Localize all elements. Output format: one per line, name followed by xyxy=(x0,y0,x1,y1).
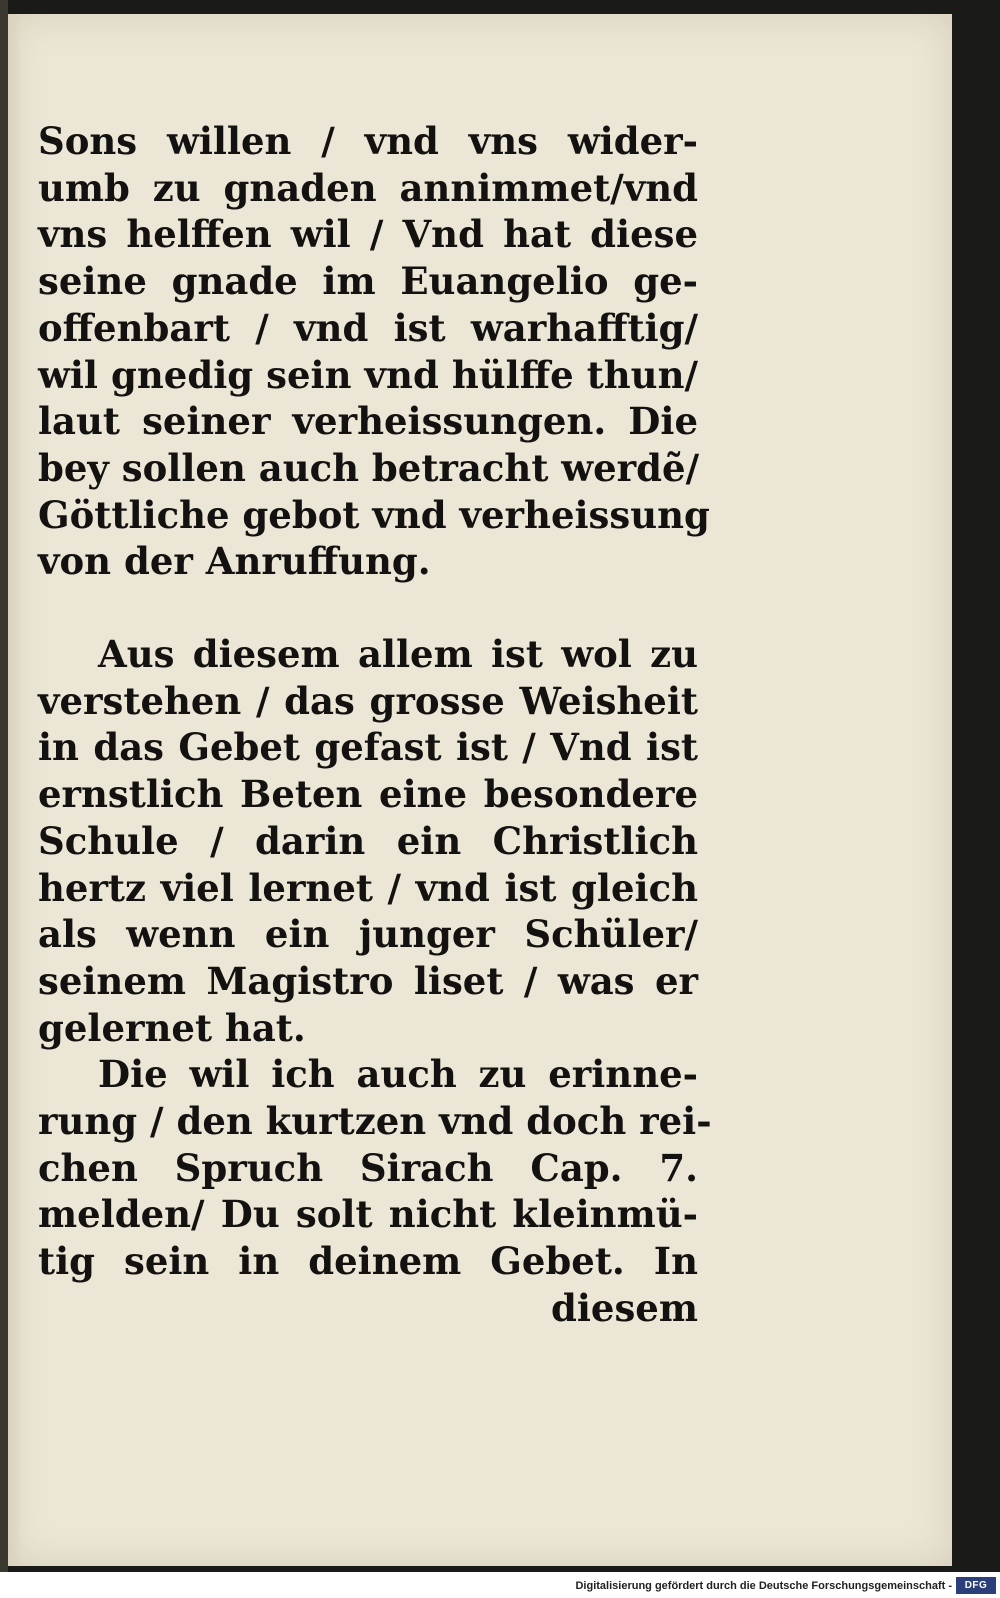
digitization-credit: Digitalisierung gefördert durch die Deutsche Forschungsgemeinschaft - xyxy=(575,1580,952,1592)
text-line: rung / den kurtzen vnd doch rei- xyxy=(38,1099,712,1144)
page-edge-shadow xyxy=(8,14,22,1566)
text-line: seine gnade im Euangelio ge- xyxy=(38,259,698,304)
text-line: Göttliche gebot vnd verheissung xyxy=(38,492,710,537)
text-line: tig sein in deinem Gebet. In xyxy=(38,1239,698,1284)
text-line: in das Gebet gefast ist / Vnd ist xyxy=(38,725,698,770)
text-line: bey sollen auch betracht werdẽ/ xyxy=(38,445,700,490)
text-line: von der Anruffung. xyxy=(38,539,431,584)
paragraph-2 xyxy=(38,631,698,1051)
text-line: Aus diesem allem ist wol zu xyxy=(98,632,698,677)
book-spine xyxy=(0,0,8,1572)
text-line: laut seiner verheissungen. Die xyxy=(38,399,698,444)
text-line: offenbart / vnd ist warhafftig/ xyxy=(38,305,698,350)
text-line: Schule / darin ein Christlich xyxy=(38,818,698,863)
paragraph-1 xyxy=(38,118,710,585)
text-line: umb zu gnaden annimmet/vnd xyxy=(38,165,698,210)
text-line: verstehen / das grosse Weisheit xyxy=(38,678,698,723)
text-line: vns helffen wil / Vnd hat diese xyxy=(38,212,698,257)
paragraph-3 xyxy=(38,1051,712,1331)
text-line: Die wil ich auch zu erinne- xyxy=(98,1052,698,1097)
catchword: diesem xyxy=(551,1285,698,1330)
book-page xyxy=(8,14,952,1566)
paragraph-gap xyxy=(38,585,698,631)
text-line: wil gnedig sein vnd hülffe thun/ xyxy=(38,352,698,397)
text-line: Sons willen / vnd vns wider- xyxy=(38,119,698,163)
text-line: ernstlich Beten eine besondere xyxy=(38,772,698,817)
text-line: hertz viel lernet / vnd ist gleich xyxy=(38,865,698,910)
text-line: als wenn ein junger Schüler/ xyxy=(38,912,698,957)
dfg-logo: DFG xyxy=(956,1577,996,1594)
page-text xyxy=(38,118,712,1332)
text-line: melden/ Du solt nicht kleinmü- xyxy=(38,1192,698,1237)
text-line: gelernet hat. xyxy=(38,1005,306,1050)
text-line: chen Spruch Sirach Cap. 7. xyxy=(38,1145,698,1190)
text-line: seinem Magistro liset / was er xyxy=(38,958,698,1003)
